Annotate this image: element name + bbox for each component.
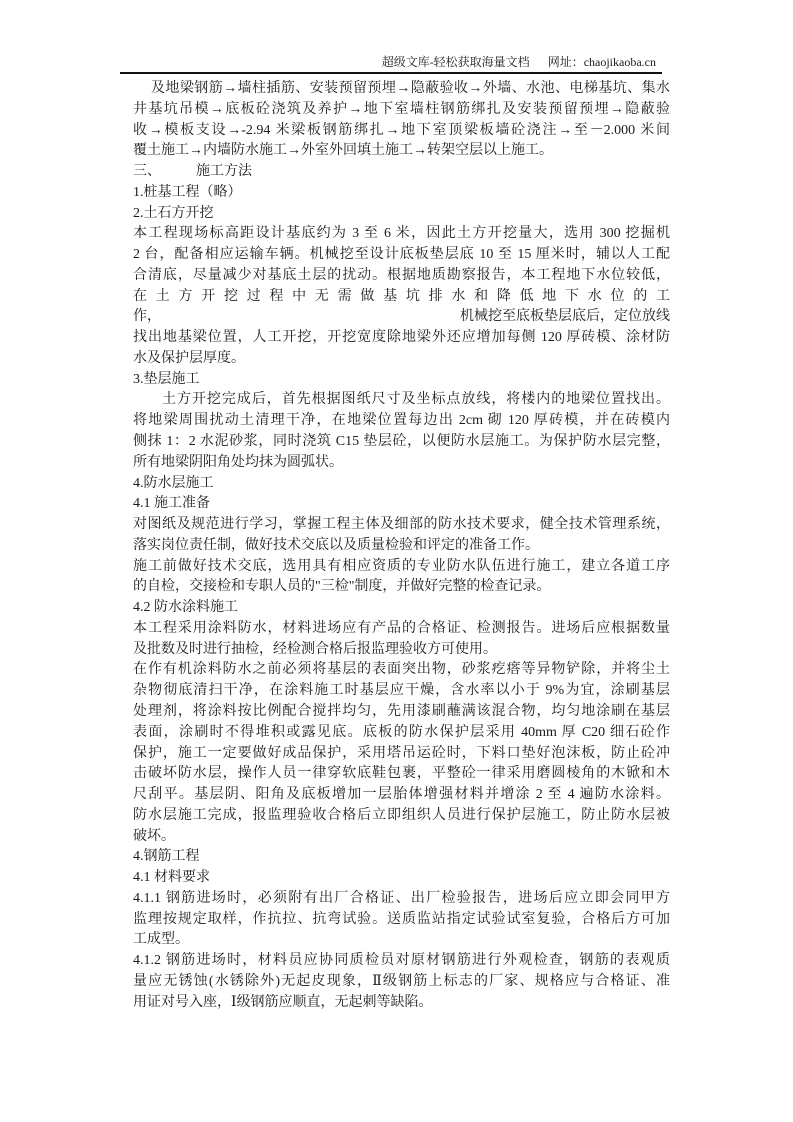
- text-line: 2 台，配备相应运输车辆。机械挖至设计底板垫层底 10 至 15 厘米时，辅以人工配: [133, 247, 670, 263]
- text-line: 覆土施工→内墙防水施工→外室外回填土施工→转架空层以上施工。: [133, 143, 553, 159]
- text-line: 及批数及时进行抽检，经检测合格后报监理验收方可使用。: [133, 641, 497, 657]
- text-line: 本工程现场标高距设计基底约为 3 至 6 米，因此土方开挖量大，选用 300 挖掘机: [133, 226, 670, 242]
- text-line: 合清底，尽量减少对基底土层的扰动。根据地质勘察报告，本工程地下水位较低，: [133, 267, 670, 283]
- text-line: 2.土石方开挖: [133, 205, 214, 221]
- text-line: 水及保护层厚度。: [133, 350, 245, 366]
- text-line: 4.1 施工准备: [133, 496, 210, 512]
- text-line: 井基坑吊模→底板砼浇筑及养护→地下室墙柱钢筋绑扎及安装预留预埋→隐蔽验: [133, 101, 670, 117]
- text-line: 4.2 防水涂料施工: [133, 600, 238, 616]
- text-line: 对图纸及规范进行学习，掌握工程主体及细部的防水技术要求，健全技术管理系统，: [133, 517, 670, 533]
- text-line: 处理剂，将涂料按比例配合搅拌均匀，先用漆刷蘸满该混合物，均匀地涂刷在基层: [133, 703, 670, 719]
- text-line: 在作有机涂料防水之前必须将基层的表面突出物，砂浆疙瘩等异物铲除，并将尘土: [133, 662, 670, 678]
- text-line: 在土方开挖过程中无需做基坑排水和降低地下水位的工: [133, 288, 670, 304]
- text-line: 杂物彻底清扫干净，在涂料施工时基层应干燥，含水率以小于 9%为宜，涂刷基层: [133, 683, 670, 699]
- text-line: 监理按规定取样，作抗拉、抗弯试验。送质监站指定试验试室复验，合格后方可加: [133, 911, 670, 927]
- text-line: 尺刮平。基层阴、阳角及底板增加一层胎体增强材料并增涂 2 至 4 遍防水涂料。: [133, 787, 670, 803]
- text-line: 找出地基梁位置，人工开挖，开挖宽度除地梁外还应增加每侧 120 厚砖模、涂材防: [133, 330, 670, 346]
- text-line: 4.1 材料要求: [133, 870, 210, 886]
- text-line: 击破坏防水层，操作人员一律穿软底鞋包裹，平整砼一律采用磨圆棱角的木锨和木: [133, 766, 670, 782]
- header-rule: [120, 72, 662, 74]
- text-line: 土方开挖完成后，首先根据图纸尺寸及坐标点放线，将楼内的地梁位置找出。: [162, 392, 670, 408]
- page-header: [382, 54, 656, 70]
- text-line: 的自检，交接检和专职人员的"三检"制度，并做好完整的检查记录。: [133, 579, 551, 595]
- text-line: 及地梁钢筋→墙柱插筋、安装预留预埋→隐蔽验收→外墙、水池、电梯基坑、集水: [151, 81, 670, 96]
- text-line: 三、 施工方法: [133, 164, 252, 180]
- text-line: 保护，施工一定要做好成品保护，采用塔吊运砼时，下料口垫好泡沫板，防止砼冲: [133, 745, 670, 761]
- text-line: 将地梁周围扰动土清理干净，在地梁位置每边出 2cm 砌 120 厚砖模，并在砖模内: [133, 413, 670, 429]
- text-line: 收→模板支设→-2.94 米梁板钢筋绑扎→地下室顶梁板墙砼浇注→至－2.000 米间: [133, 122, 670, 138]
- text-line-left: 作，: [133, 309, 161, 325]
- text-line: 落实岗位责任制，做好技术交底以及质量检验和评定的准备工作。: [133, 537, 539, 553]
- text-line: 工成型。: [133, 932, 189, 948]
- text-line: 表面，涂刷时不得堆积或露见底。底板的防水保护层采用 40mm 厚 C20 细石砼作: [133, 724, 670, 740]
- text-line: 用证对号入座，Ⅰ级钢筋应顺直，无起刺等缺陷。: [133, 994, 433, 1010]
- header-url-label: 网址：chaojikaoba.cn: [547, 55, 656, 69]
- text-line: 4.1.2 钢筋进场时，材料员应协同质检员对原材钢筋进行外观检查，钢筋的表观质: [133, 953, 670, 969]
- text-line: 量应无锈蚀(水锈除外)无起皮现象，Ⅱ级钢筋上标志的厂家、规格应与合格证、准: [133, 973, 670, 989]
- text-line: 破坏。: [133, 828, 175, 844]
- text-line: 所有地梁阴阳角处均抹为圆弧状。: [133, 454, 343, 470]
- text-line: [133, 307, 670, 328]
- text-line: 1.桩基工程（略）: [133, 184, 242, 200]
- text-line: 本工程采用涂料防水，材料进场应有产品的合格证、检测报告。进场后应根据数量: [133, 620, 670, 636]
- text-line: 4.1.1 钢筋进场时，必须附有出厂合格证、出厂检验报告，进场后应立即会同甲方: [133, 890, 670, 906]
- text-line-right: 机械挖至底板垫层底后，定位放线: [460, 309, 670, 325]
- text-line: 施工前做好技术交底，选用具有相应资质的专业防水队伍进行施工，建立各道工序: [133, 558, 670, 574]
- text-line: 3.垫层施工: [133, 371, 200, 387]
- text-line: 4.防水层施工: [133, 475, 214, 491]
- header-site-label: 超级文库-轻松获取海量文档: [381, 55, 530, 69]
- document-body: [133, 79, 670, 1013]
- text-line: 防水层施工完成，报监理验收合格后立即组织人员进行保护层施工，防止防水层被: [133, 807, 670, 823]
- text-line: 侧抹 1：2 水泥砂浆，同时浇筑 C15 垫层砼，以便防水层施工。为保护防水层完整，: [133, 434, 670, 450]
- text-line: 4.钢筋工程: [133, 849, 200, 865]
